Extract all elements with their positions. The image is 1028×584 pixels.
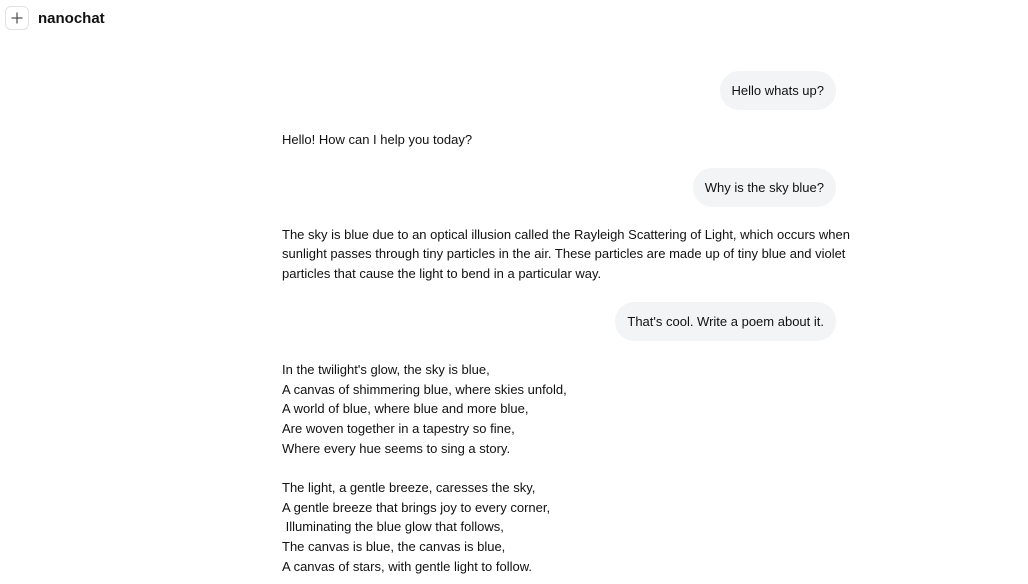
chat-transcript	[282, 71, 850, 577]
user-message	[282, 71, 836, 110]
poem-line: In the twilight's glow, the sky is blue,	[282, 361, 490, 377]
stanza-break	[282, 458, 836, 478]
assistant-message	[282, 225, 850, 284]
assistant-message-line: Hello! How can I help you today?	[282, 132, 473, 147]
user-message	[282, 302, 836, 341]
poem-line: Are woven together in a tapestry so fine,	[282, 420, 515, 436]
poem-line: The light, a gentle breeze, caresses the sky,	[282, 480, 536, 496]
poem-line: A canvas of shimmering blue, where skies unfold,	[282, 381, 567, 397]
poem-line: Where every hue seems to sing a story.	[282, 440, 511, 456]
user-message-bubble: Why is the sky blue?	[693, 168, 836, 207]
assistant-message	[282, 130, 836, 150]
poem-line: A world of blue, where blue and more blue,	[282, 401, 529, 417]
user-message	[282, 168, 836, 207]
assistant-message-line: sunlight passes through tiny particles in the air. These particles are made up of tiny blue and violet	[282, 246, 846, 262]
poem-line: Illuminating the blue glow that follows,	[282, 519, 504, 535]
assistant-message-line: particles that cause the light to bend in a particular way.	[282, 266, 602, 282]
plus-icon	[11, 12, 23, 24]
poem-line: A gentle breeze that brings joy to every corner,	[282, 499, 551, 515]
new-chat-button[interactable]	[5, 6, 29, 30]
poem-line: The canvas is blue, the canvas is blue,	[282, 539, 506, 555]
app-title: nanochat	[38, 10, 105, 27]
assistant-message	[282, 360, 836, 577]
user-message-bubble: Hello whats up?	[720, 71, 837, 110]
poem-line: A canvas of stars, with gentle light to follow.	[282, 558, 533, 574]
user-message-bubble: That's cool. Write a poem about it.	[615, 302, 836, 341]
assistant-message-line: The sky is blue due to an optical illusion called the Rayleigh Scattering of Light, which occurs when	[282, 226, 850, 242]
app-header	[0, 0, 1028, 40]
